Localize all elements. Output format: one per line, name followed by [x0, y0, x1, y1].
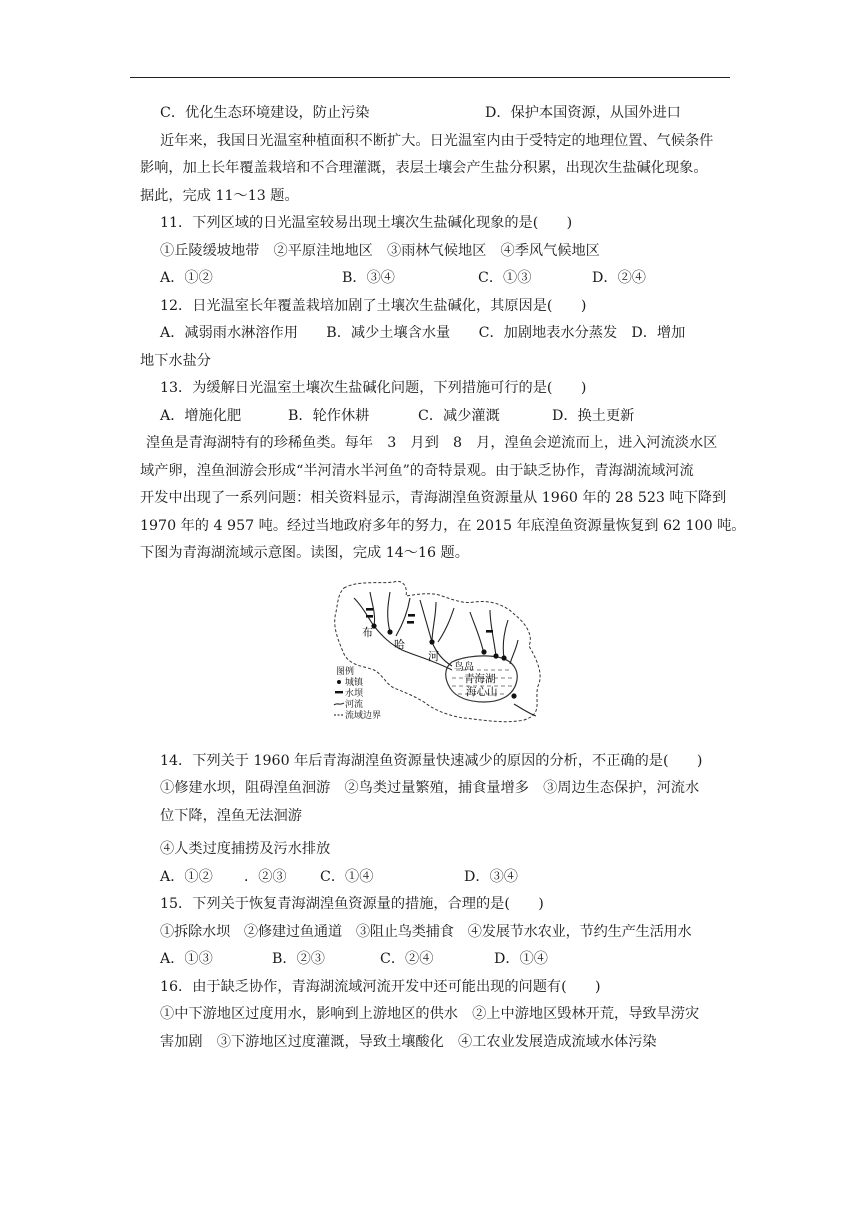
q14-option-c: C．①④ — [320, 868, 374, 885]
legend-dam-label: 水坝 — [345, 688, 364, 699]
map-label-ha: 哈 — [394, 637, 405, 651]
q15-options — [160, 946, 732, 974]
passage1-line3: 据此，完成 11～13 题。 — [140, 187, 299, 204]
map-label-he: 河 — [428, 649, 439, 663]
legend-boundary-label: 流域边界 — [345, 710, 382, 721]
q10-option-d: D．保护本国资源，从国外进口 — [485, 105, 681, 121]
passage2-line2: 域产卵，湟鱼洄游会形成“半河清水半河鱼”的奇特景观。由于缺乏协作，青海湖流域河流 — [140, 462, 694, 479]
q16-items-line1: ①中下游地区过度用水，影响到上游地区的供水 ②上中游地区毁林开荒，导致旱涝灾 — [160, 1006, 700, 1022]
q11-stem: 11．下列区域的日光温室较易出现土壤次生盐碱化现象的是( ) — [160, 215, 573, 231]
q13-option-b: B．轮作休耕 — [288, 407, 370, 424]
q11-option-a: A．①② — [160, 270, 213, 286]
map-label-bu: 布 — [362, 625, 373, 639]
q12-options-line2: 地下水盐分 — [140, 352, 211, 369]
q14-options — [160, 864, 732, 892]
q12-options-line1: A．减弱雨水淋溶作用 B．减少土壤含水量 C．加剧地表水分蒸发 D．增加 — [160, 325, 686, 341]
q13-option-c: C．减少灌溉 — [418, 407, 500, 424]
q15-items: ①拆除水坝 ②修建过鱼通道 ③阻止鸟类捕食 ④发展节水农业，节约生产生活用水 — [160, 923, 692, 940]
q11-option-c: C．①③ — [478, 270, 532, 286]
q13-option-d: D．换土更新 — [552, 407, 635, 424]
q16-items-line2: 害加剧 ③下游地区过度灌溉，导致土壤酸化 ④工农业发展造成流域水体污染 — [160, 1033, 657, 1050]
map-label-haixinshan: 海心山 — [466, 685, 498, 698]
map-label-niaodao: 鸟岛 — [454, 661, 474, 673]
q15-option-d: D．①④ — [494, 951, 548, 967]
q14-option-d: D．③④ — [464, 868, 518, 885]
q10-options — [160, 100, 732, 128]
q10-option-c: C．优化生态环境建设，防止污染 — [160, 105, 370, 121]
rivers — [354, 592, 536, 716]
q15-option-a: A．①③ — [160, 951, 213, 967]
map-label-lake: 青海湖 — [464, 672, 496, 685]
q14-items-line1: ①修建水坝，阻碍湟鱼洄游 ②鸟类过量繁殖，捕食量增多 ③周边生态保护，河流水 — [160, 780, 700, 796]
passage1-line1: 近年来，我国日光温室种植面积不断扩大。日光温室内由于受特定的地理位置、气候条件 — [160, 132, 714, 149]
q11-option-d: D．②④ — [592, 270, 646, 286]
q14-items-line2: 位下降，湟鱼无法洄游 — [160, 807, 302, 824]
q14-option-a: A．①② — [160, 868, 213, 885]
q14-option-b: ．②③ — [244, 868, 287, 885]
passage2-line5: 下图为青海湖流域示意图。读图，完成 14～16 题。 — [140, 545, 469, 561]
q11-options — [160, 265, 732, 293]
q13-stem: 13．为缓解日光温室土壤次生盐碱化问题，下列措施可行的是( ) — [160, 380, 587, 396]
passage2-line4: 1970 年的 4 957 吨。经过当地政府多年的努力，在 2015 年底湟鱼资源量恢复到 62 100 吨。 — [140, 517, 746, 534]
legend-dam-symbol — [335, 691, 343, 693]
q16-stem: 16．由于缺乏协作，青海湖流域河流开发中还可能出现的问题有( ) — [160, 978, 601, 995]
q15-option-c: C．②④ — [380, 951, 434, 967]
qinghai-lake-basin-map — [160, 574, 732, 744]
q14-items-line3: ④人类过度捕捞及污水排放 — [160, 841, 331, 857]
document-body — [140, 100, 746, 1056]
q11-items: ①丘陵缓坡地带 ②平原洼地地区 ③雨林气候地区 ④季风气候地区 — [160, 242, 600, 259]
legend-river-label: 河流 — [345, 699, 364, 710]
header-rule — [130, 77, 730, 78]
legend-river-symbol — [334, 703, 344, 705]
dam-markers — [366, 608, 493, 633]
passage2-line3: 开发中出现了一系列问题：相关资料显示，青海湖湟鱼资源量从 1960 年的 28 523 吨下降到 — [140, 490, 727, 506]
passage1-line2: 影响，加上长年覆盖栽培和不合理灌溉，表层土壤会产生盐分积累，出现次生盐碱化现象。 — [140, 160, 708, 176]
legend-town-symbol — [337, 680, 341, 684]
q13-option-a: A．增施化肥 — [160, 407, 242, 424]
q11-option-b: B．③④ — [342, 270, 395, 286]
q12-stem: 12．日光温室长年覆盖栽培加剧了土壤次生盐碱化，其原因是( ) — [160, 297, 587, 314]
passage2-line1: 湟鱼是青海湖特有的珍稀鱼类。每年 3 月到 8 月，湟鱼会逆流而上，进入河流淡水区 — [146, 435, 718, 451]
legend-town-label: 城镇 — [345, 677, 364, 688]
q15-option-b: B．②③ — [272, 951, 325, 967]
q13-options — [160, 403, 732, 431]
q15-stem: 15．下列关于恢复青海湖湟鱼资源量的措施，合理的是( ) — [160, 896, 544, 912]
basin-map-figure — [324, 574, 554, 732]
legend-title: 图例 — [336, 666, 355, 677]
q14-stem: 14．下列关于 1960 年后青海湖湟鱼资源量快速减少的原因的分析，不正确的是( ) — [160, 752, 703, 769]
map-legend — [334, 665, 381, 721]
